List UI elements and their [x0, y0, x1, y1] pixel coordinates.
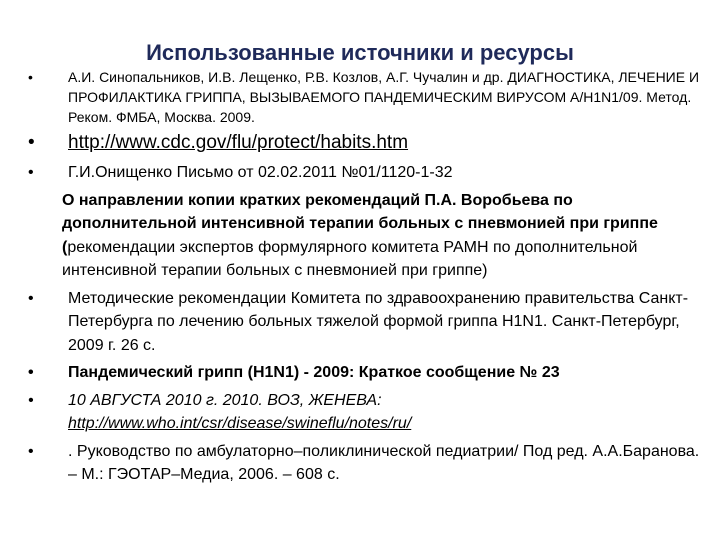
bullet-icon: • — [28, 364, 34, 381]
bullet-icon: • — [28, 391, 34, 409]
sources-list — [24, 67, 708, 491]
list-item — [24, 67, 708, 127]
bullet-icon: • — [28, 69, 33, 85]
source-text: 10 АВГУСТА 2010 г. 2010. ВОЗ, ЖЕНЕВА: — [68, 391, 382, 409]
source-text: А.И. Синопальников, И.В. Лещенко, Р.В. Козлов, А.Г. Чучалин и др. ДИАГНОСТИКА, ЛЕЧЕНИЕ И ПРОФИЛАКТИКА ГРИППА, ВЫЗЫВАЕМОГО ПАНДЕМИЧЕСКИМ ВИРУСОМ A/H1N1/09. Метод. Реком. ФМБА, Москва. 2009. — [68, 69, 700, 125]
list-item — [24, 440, 708, 487]
bullet-icon: • — [28, 289, 34, 307]
list-item — [24, 361, 708, 385]
list-item — [24, 161, 708, 185]
source-link[interactable]: http://www.cdc.gov/flu/protect/habits.htm — [68, 132, 409, 153]
source-text: Пандемический грипп (H1N1) - 2009: Краткое сообщение № 23 — [68, 364, 560, 381]
list-item — [24, 131, 708, 155]
slide-title: Использованные источники и ресурсы — [146, 40, 574, 65]
list-item-continuation — [24, 189, 708, 283]
source-text: . Руководство по амбулаторно–поликлинической педиатрии/ Под ред. А.А.Баранова. – М.: ГЭОТАР–Медиа, 2006. – 608 с. — [68, 442, 700, 483]
bullet-icon: • — [28, 442, 34, 460]
source-text: Методические рекомендации Комитета по здравоохранению правительства Санкт-Петербурга по лечению больных тяжелой формой гриппа H1N1. Санкт-Петербург, 2009 г. 26 с. — [68, 289, 689, 354]
bullet-icon: • — [28, 132, 35, 153]
list-item — [24, 389, 708, 436]
list-item — [24, 287, 708, 358]
source-text: рекомендации экспертов формулярного комитета РАМН по дополнительной интенсивной терапии больных с пневмонией при гриппе) — [62, 238, 638, 279]
source-link[interactable]: http://www.who.int/csr/disease/swineflu/notes/ru/ — [68, 415, 412, 432]
bullet-icon: • — [28, 164, 34, 181]
source-text: Г.И.Онищенко Письмо от 02.02.2011 №01/1120-1-32 — [68, 164, 453, 181]
source-heading: О направлении копии кратких рекомендаций П.А. Воробьева по дополнительной интенсивной терапии больных с пневмонией при гриппе ( — [62, 191, 658, 256]
